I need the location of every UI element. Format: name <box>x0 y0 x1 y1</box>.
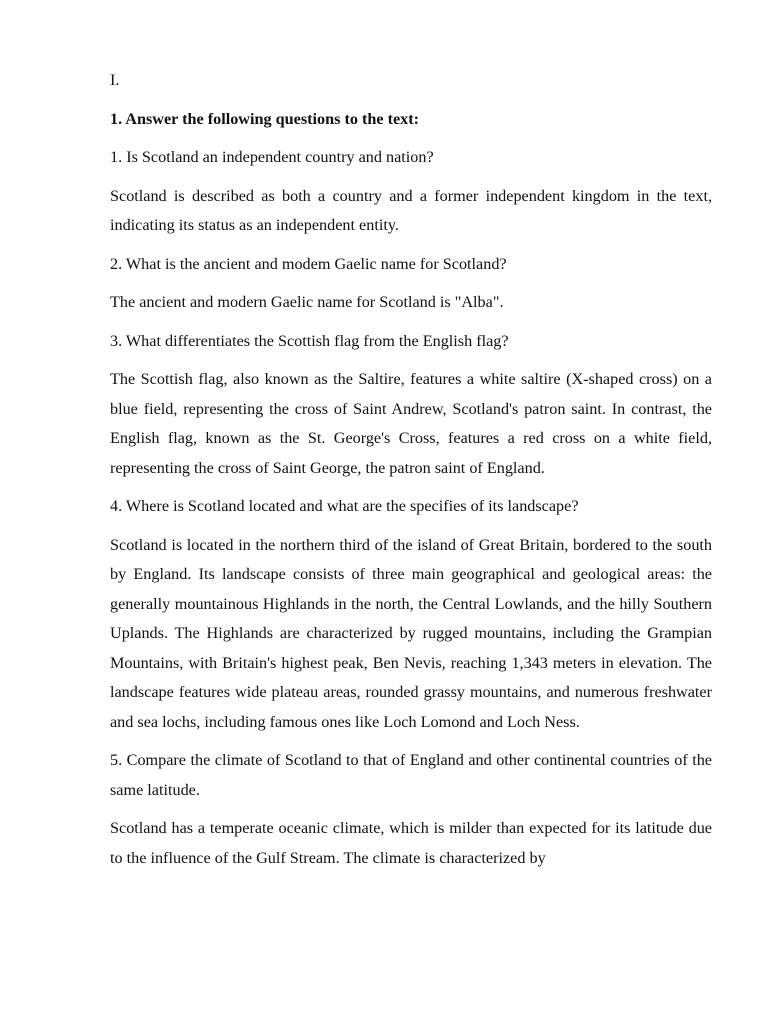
question-2: 2. What is the ancient and modem Gaelic name for Scotland? <box>110 254 507 273</box>
question-1: 1. Is Scotland an independent country and nation? <box>110 148 434 166</box>
answer-4: Scotland is located in the northern third of the island of Great Britain, bordered to the south by England. Its landscape consists of three main geographical and geological areas: the generally mountainous Highlands in the north, the Central Lowlands, and the hilly Southern Uplands. The Highlands are characterized by rugged mountains, including the Grampian Mountains, with Britain's highest peak, Ben Nevis, reaching 1,343 meters in elevation. The landscape features wide plateau areas, rounded grassy mountains, and numerous freshwater and sea lochs, including famous ones like Loch Lomond and Loch Ness. <box>110 535 712 731</box>
section-number: I. <box>110 71 120 89</box>
answer-5: Scotland has a temperate oceanic climate, which is milder than expected for its latitude due to the influence of the Gulf Stream. The climate is characterized by <box>110 819 712 867</box>
question-4: 4. Where is Scotland located and what are the specifies of its landscape? <box>110 497 579 515</box>
answer-3: The Scottish flag, also known as the Saltire, features a white saltire (X-shaped cross) on a blue field, representing the cross of Saint Andrew, Scotland's patron saint. In contrast, the English flag, known as the St. George's Cross, features a red cross on a white field, representing the cross of Saint George, the patron saint of England. <box>110 370 712 477</box>
answer-2: The ancient and modern Gaelic name for Scotland is "Alba". <box>110 293 504 311</box>
question-3: 3. What differentiates the Scottish flag from the English flag? <box>110 331 509 350</box>
question-5: 5. Compare the climate of Scotland to that of England and other continental countries of the same latitude. <box>110 751 712 799</box>
exercise-heading: 1. Answer the following questions to the text: <box>110 109 420 128</box>
answer-1: Scotland is described as both a country and a former independent kingdom in the text, indicating its status as an independent entity. <box>110 186 712 234</box>
document-page <box>110 66 712 882</box>
